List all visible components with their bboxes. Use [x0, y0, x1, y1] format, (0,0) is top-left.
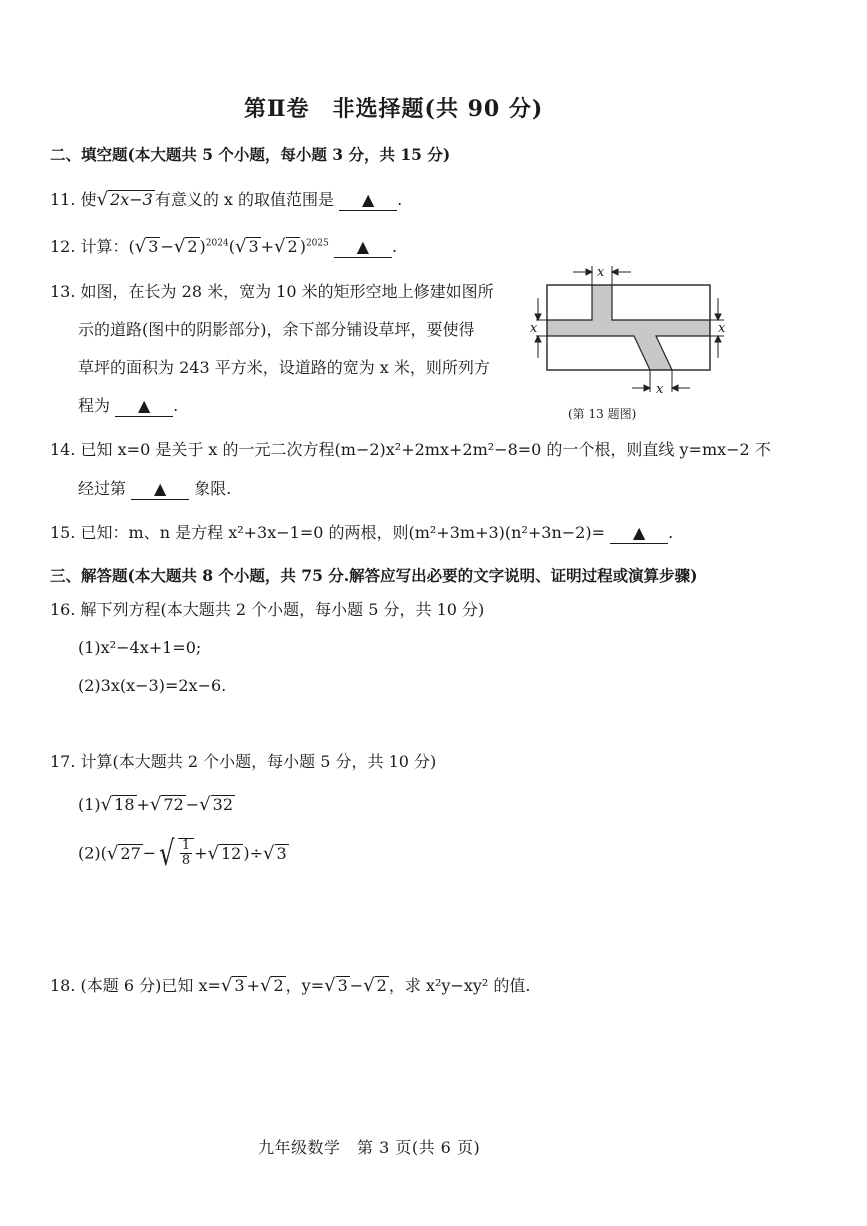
question-13-line-3: 草坪的面积为 243 平方米，设道路的宽为 x 米，则所列方: [78, 358, 490, 377]
sqrt-2: √ 2: [274, 236, 298, 257]
sqrt-72: √ 72: [149, 794, 184, 815]
road-diagram-figure: [528, 258, 733, 426]
sqrt-2: √ 2: [259, 975, 284, 996]
dimension-label-top: x: [597, 265, 605, 280]
question-17-title: 17. 计算(本大题共 2 个小题，每小题 5 分，共 10 分): [50, 752, 437, 771]
sqrt-32: √ 32: [199, 794, 234, 815]
question-number: 16.: [50, 600, 76, 619]
question-17-part-1: (1) √ 18 + √ 72 − √ 32: [78, 794, 234, 815]
sqrt-3: √ 3: [263, 842, 287, 864]
question-16-part-1: (1)x²−4x+1=0;: [78, 638, 202, 657]
question-12: 12. 计算：( √ 3 − √ 2 )$^{2024}$( √ 3 + √ 2 )$^{2025}$ ▲ .: [50, 236, 398, 257]
answer-blank: ▲: [115, 396, 173, 417]
sqrt-3: √ 3: [134, 236, 159, 257]
answer-blank: ▲: [131, 479, 189, 500]
page-footer: 九年级数学 第 3 页(共 6 页): [258, 1138, 481, 1157]
answer-blank: ▲: [339, 190, 397, 211]
question-13-line-4: 程为 ▲ .: [78, 396, 179, 415]
section-solution-heading: 三、解答题(本大题共 8 个小题，共 75 分.解答应写出必要的文字说明、证明过程或演算步骤): [50, 566, 698, 585]
sqrt-12: √ 12: [207, 842, 242, 864]
question-number: 14.: [50, 440, 76, 459]
sqrt-expression: √ 2x−3: [96, 189, 153, 210]
sqrt-3: √ 3: [324, 975, 348, 996]
sqrt-27: √ 27: [106, 842, 141, 864]
sqrt-3: √ 3: [234, 236, 259, 257]
page-title: 第Ⅱ卷 非选择题(共 90 分): [244, 96, 544, 122]
sqrt-2: √ 2: [173, 236, 198, 257]
question-number: 11.: [50, 190, 76, 209]
question-16-title: 16. 解下列方程(本大题共 2 个小题，每小题 5 分，共 10 分): [50, 600, 485, 619]
sqrt-3: √ 3: [220, 975, 245, 996]
sqrt-18: √ 18: [100, 794, 135, 815]
question-14-line-2: 经过第 ▲ 象限.: [78, 479, 232, 498]
dimension-label-bottom: x: [656, 382, 664, 397]
sqrt-2: √ 2: [363, 975, 387, 996]
question-text: 有意义的 x 的取值范围是: [154, 190, 335, 209]
question-17-part-2: (2)( √ 27 − √ $\frac{1}{8}$ + √ 12 )÷ √ 3: [78, 834, 287, 874]
question-16-part-2: (2)3x(x−3)=2x−6.: [78, 676, 227, 695]
question-11: 11. 使 √ 2x−3 有意义的 x 的取值范围是 ▲ .: [50, 189, 403, 210]
question-18: 18. (本题 6 分)已知 x= √ 3 + √ 2 ，y= √ 3 − √ 2 ，求 x²y−xy² 的值.: [50, 975, 531, 996]
question-14-line-1: 14. 已知 x=0 是关于 x 的一元二次方程(m−2)x²+2mx+2m²−8=0 的一个根，则直线 y=mx−2 不: [50, 440, 771, 459]
question-number: 18.: [50, 976, 76, 995]
question-number: 15.: [50, 523, 76, 542]
sqrt-one-eighth: √ $\frac{1}{8}$: [156, 838, 194, 870]
answer-blank: ▲: [334, 237, 392, 258]
question-number: 17.: [50, 752, 76, 771]
dimension-label-left: x: [530, 321, 538, 336]
figure-caption: (第 13 题图): [568, 407, 637, 421]
question-text: 使: [80, 190, 97, 209]
question-13-line-2: 示的道路(图中的阴影部分)，余下部分铺设草坪，要使得: [78, 320, 475, 339]
dimension-label-right: x: [718, 321, 726, 336]
question-15: 15. 已知：m、n 是方程 x²+3x−1=0 的两根，则(m²+3m+3)(n²+3n−2)= ▲ .: [50, 523, 674, 542]
question-number: 12.: [50, 237, 76, 256]
question-13-line-1: 13. 如图，在长为 28 米，宽为 10 米的矩形空地上修建如图所: [50, 282, 494, 301]
section-fill-blank-heading: 二、填空题(本大题共 5 个小题，每小题 3 分，共 15 分): [50, 145, 451, 164]
answer-blank: ▲: [610, 523, 668, 544]
question-number: 13.: [50, 282, 76, 301]
